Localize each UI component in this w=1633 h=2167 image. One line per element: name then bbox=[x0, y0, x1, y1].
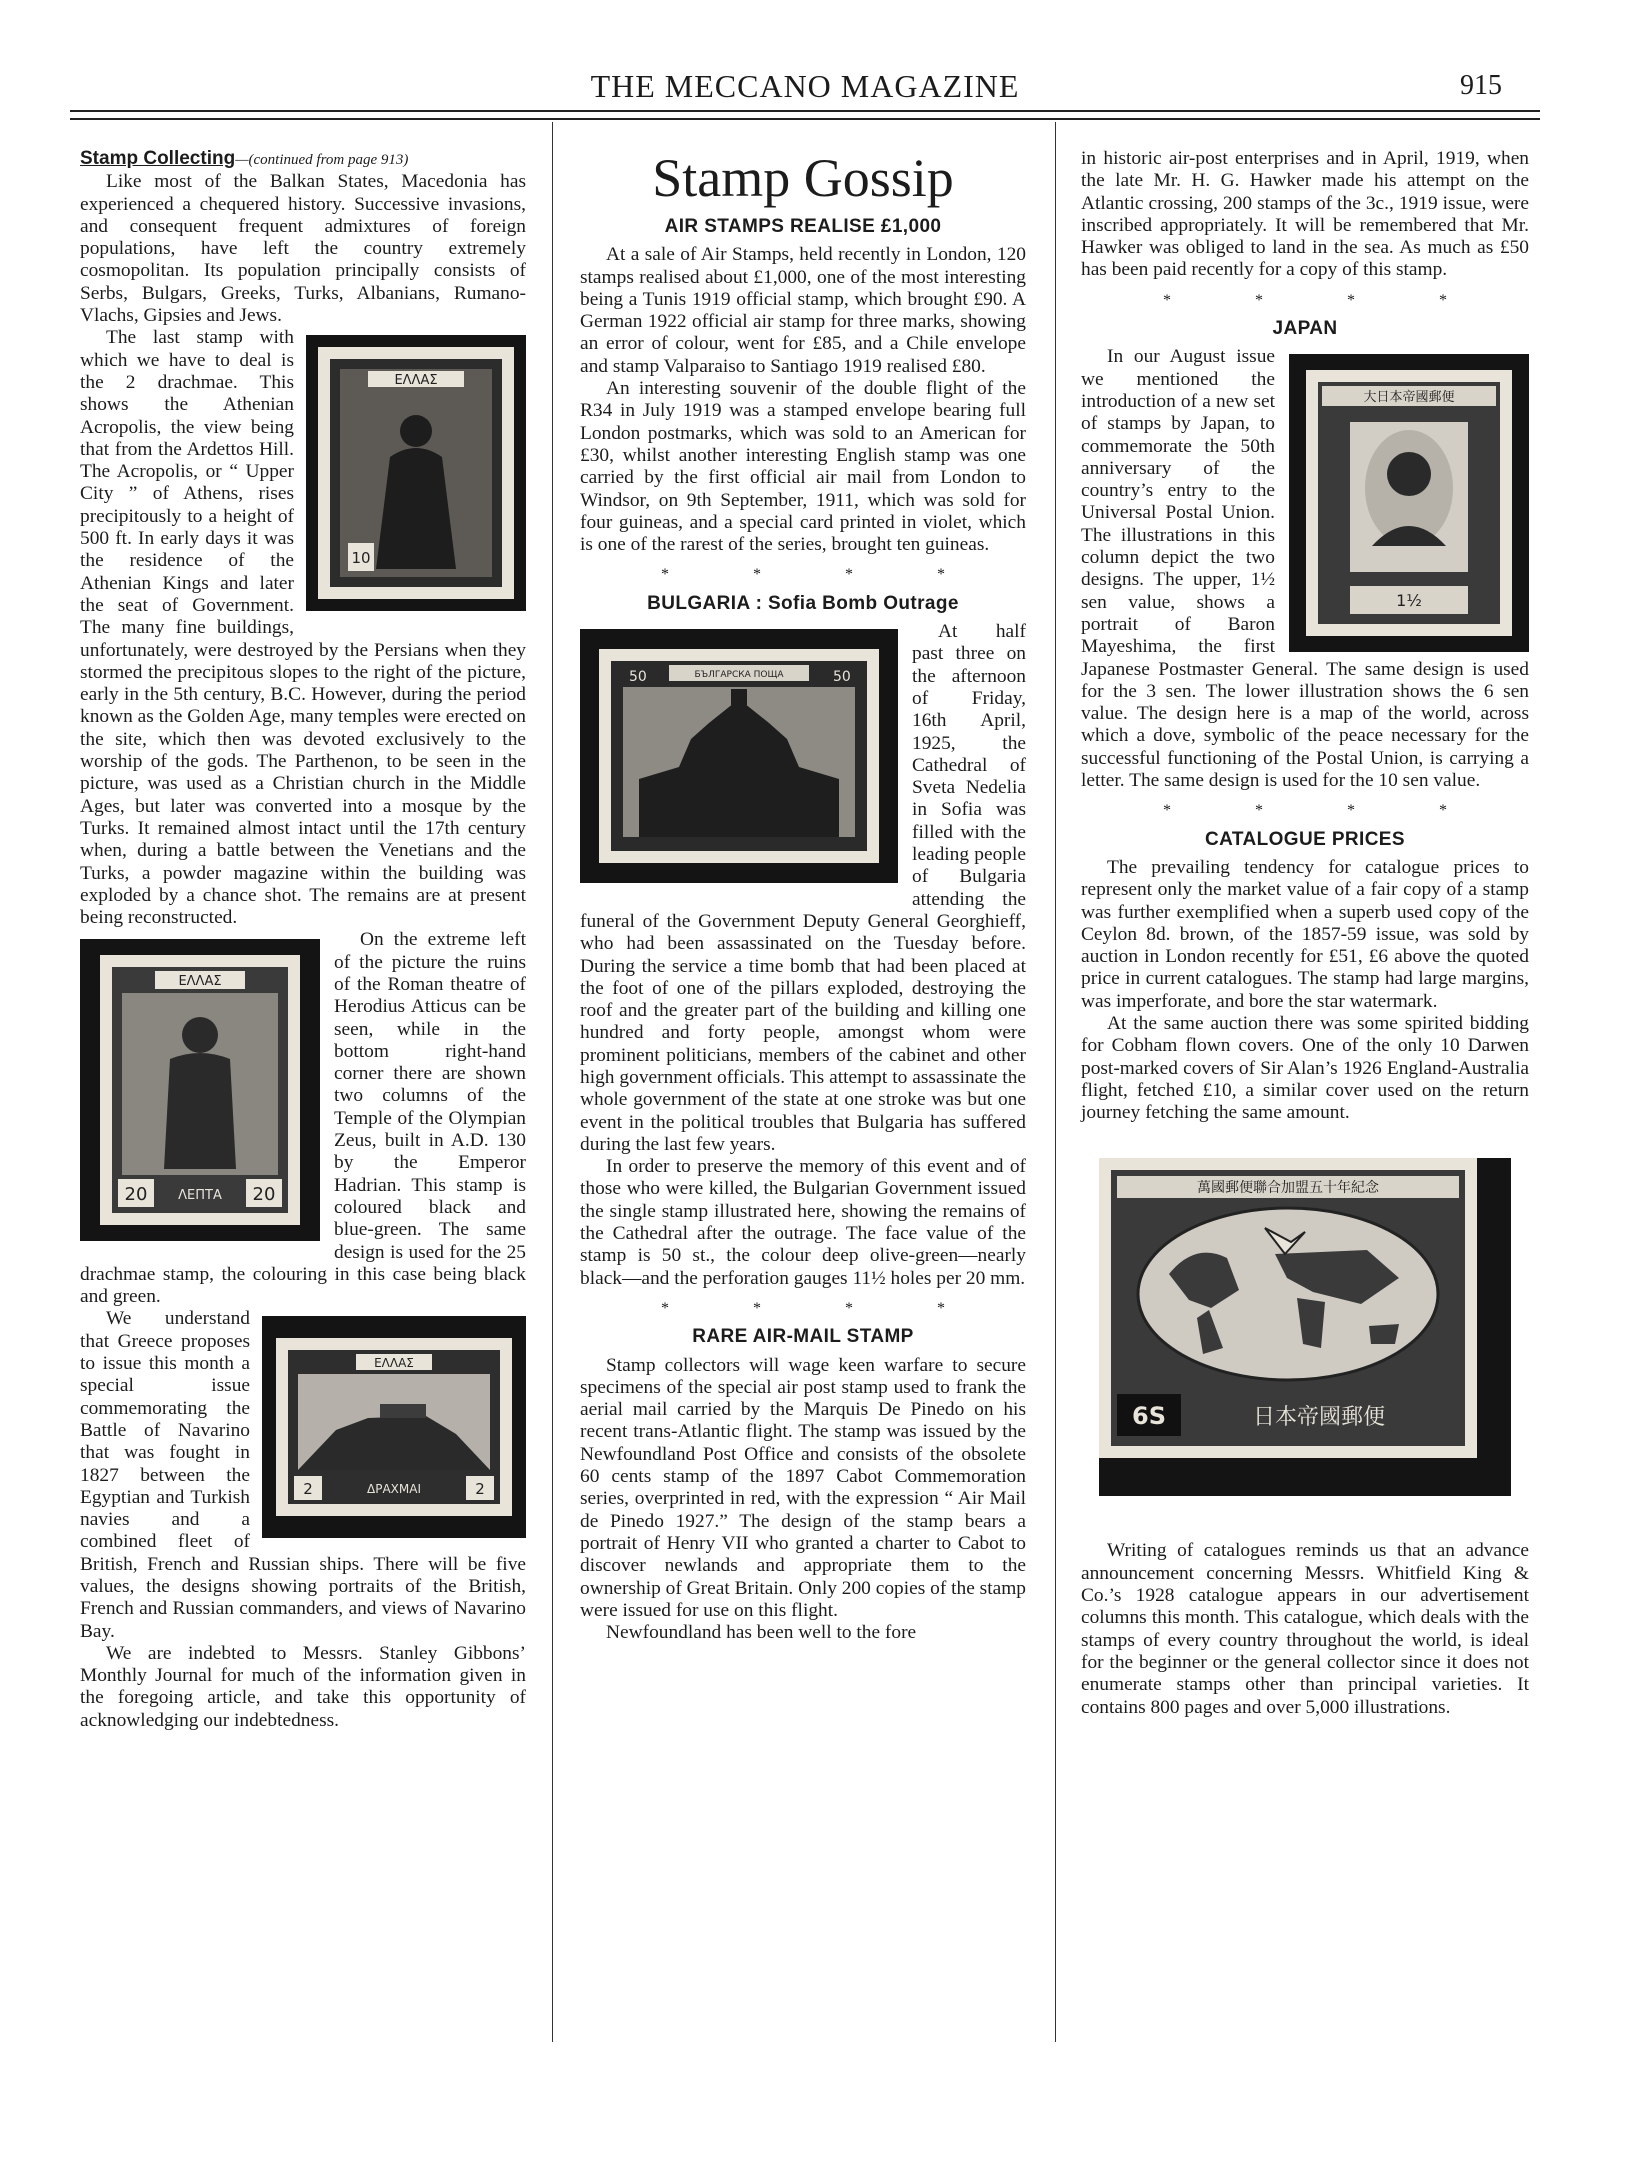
paragraph: We are indebted to Messrs. Stanley Gibbons’ Monthly Journal for much of the information given in the foregoing article, and take this opportunity of acknowledging our indebtedness. bbox=[80, 1642, 526, 1731]
warrior-head bbox=[182, 1017, 218, 1053]
paragraph: Stamp collectors will wage keen warfare to secure specimens of the special air post stamp used to frank the aerial mail carried by the Marquis De Pinedo on his recent trans-Atlantic flight. The stamp was issued by the Newfoundland Post Office and consists of the obsolete 60 cents stamp of the 1897 Cabot Commemoration series, overprinted in red, with the expression “ Air Mail de Pinedo 1927.” The design of the stamp bears a portrait of Henry VII who granted a charter to Cabot to discover newlands and appropriate them to the ownership of Great Britain. Only 200 copies of the stamp were issued for use on this flight. bbox=[580, 1354, 1026, 1621]
figure-head bbox=[400, 415, 432, 447]
section-separator: * * * * bbox=[1163, 291, 1487, 309]
stamp-japan-1-5-sen bbox=[1306, 370, 1512, 636]
paragraph: In order to preserve the memory of this event and of those who were killed, the Bulgarian Government issued the single stamp illustrated here, showing the remains of the Cathedral after the outrage. The face value of the stamp is 50 st., the colour deep olive-green—nearly black—and the perforation gauges 11½ holes per 20 mm. bbox=[580, 1156, 1026, 1289]
stamp-image-greece-2 bbox=[262, 1316, 526, 1538]
stamp-value-label: ΔΡΑΧΜΑΙ bbox=[367, 1482, 421, 1497]
stamp-value-left: 50 bbox=[629, 669, 647, 686]
paragraph: On the extreme left of the picture the ruins of the Roman theatre of Herodius Atticus can be seen, while in the bottom right-hand corner there are shown two columns of the Temple of the Olympian Zeus, built in A.D. 130 by the Emperor Hadrian. This stamp is coloured black and blue-green. The same design is used for the 25 drachmae stamp, the colouring in this case being black and green. bbox=[80, 929, 526, 1308]
paragraph: At half past three on the afternoon of Friday, 16th April, 1925, the Cathedral of Sveta Nedelia in Sofia was filled with the leading people of Bulgaria attending the funeral of the Government Deputy General Georghieff, who had been assassinated on the Tuesday before. During the service a time bomb that had been placed at the foot of one of the pillars exploded, destroying the roof and the greater part of the building and killing one hundred and forty people, amongst whom were prominent politicians, members of the cabinet and other high government officials. This attempt to assassinate the whole government of the state at one stroke was but one event in the political troubles that Bulgaria has suffered during the last few years. bbox=[580, 621, 1026, 1155]
paragraph: An interesting souvenir of the double flight of the R34 in July 1919 was a stamped envelope bearing full London postmarks, which was sold to an American for £30, whilst another interesting English stamp was one carried by the first official air mail from London to Windsor, on 9th September, 1911, which was sold for four guineas, and a special card printed in violet, which is one of the rarest of the series, brought ten guineas. bbox=[580, 378, 1026, 556]
article-kicker bbox=[80, 148, 526, 171]
stamp-value: 1½ bbox=[1396, 591, 1422, 611]
paragraph: At a sale of Air Stamps, held recently in London, 120 stamps realised about £1,000, one of the most interesting being a Tunis 1919 official stamp, which brought £90. A German 1922 official air stamp for three marks, showing an error of colour, went for £85, and a Chile envelope and stamp Valparaiso to Santiago 1919 realised £80. bbox=[580, 244, 1026, 377]
stamp-value-right: 20 bbox=[252, 1184, 276, 1206]
page-number: 915 bbox=[1460, 70, 1502, 101]
section-title: Stamp Gossip bbox=[652, 148, 954, 208]
column-divider-1 bbox=[552, 122, 553, 2042]
stamp-image-greece-10 bbox=[306, 335, 526, 611]
world-map-oval bbox=[1138, 1208, 1438, 1380]
stamp-inscription: 萬國郵便聯合加盟五十年紀念 bbox=[1197, 1180, 1379, 1197]
column-3 bbox=[1081, 148, 1529, 2048]
paragraph: Like most of the Balkan States, Macedonia has experienced a chequered history. Successive invasions, and consequent frequent admixtures of foreign populations, have left the country extremely cosmopolitan. Its population principally consists of Serbs, Bulgars, Greeks, Turks, Albanians, Rumano-Vlachs, Gipsies and Jews. bbox=[80, 171, 526, 327]
column-2 bbox=[580, 148, 1026, 2048]
section-separator: * * * * bbox=[1163, 802, 1487, 820]
section-heading: CATALOGUE PRICES bbox=[1205, 828, 1405, 850]
column-divider-2 bbox=[1055, 122, 1056, 2042]
stamp-inscription: БЪЛГАРСКА ПОЩА bbox=[694, 670, 784, 681]
stamp-image-greece-20 bbox=[80, 939, 320, 1241]
stamp-value-right: 2 bbox=[475, 1480, 485, 1499]
stamp-japan-6-sen bbox=[1099, 1158, 1477, 1458]
portrait-head bbox=[1387, 452, 1431, 496]
paragraph: Writing of catalogues reminds us that an advance announcement concerning Messrs. Whitfield King & Co.’s 1928 catalogue appears in our advertisement columns this month. This catalogue, which deals with the stamps of every country throughout the world, is ideal for the beginner or the general collector since it does not enumerate stamps other than principal varieties. It contains 800 pages and over 5,000 illustrations. bbox=[1081, 1540, 1529, 1718]
paragraph: In our August issue we mentioned the introduction of a new set of stamps by Japan, to commemorate the 50th anniversary of the country’s entry to the Universal Postal Union. The illustrations in this column depict the two designs. The upper, 1½ sen value, shows a portrait of Baron Mayeshima, the first Japanese Postmaster General. The same design is used for the 3 sen. The lower illustration shows the 6 sen value. The design here is a map of the world, across which a dove, symbolic of the peace necessary for the successful functioning of the Postal Union, is carrying a letter. The same design is used for the 10 sen value. bbox=[1081, 346, 1529, 792]
paragraph: The last stamp with which we have to deal is the 2 drachmae. This shows the Athenian Acropolis, the view being that from the Ardettos Hill. The Acropolis, or “ Upper City ” of Athens, rises precipitously to a height of 500 ft. In early days it was the residence of the Athenian Kings and later the seat of Government. The many fine buildings, unfortunately, were destroyed by the Persians when they stormed the precipitous slopes to the right of the picture, early in the 5th century, B.C. However, during the period known as the Golden Age, many temples were erected on the site, which then was devoted exclusively to the worship of the gods. The Parthenon, to be seen in the picture, was used as a Christian church in the Middle Ages, but later was converted into a mosque by the Turks. It remained almost intact until the 17th century when, during a battle between the Venetians and the Turks, a powder magazine within the building was exploded by a chance shot. The remains are at present being reconstructed. bbox=[80, 327, 526, 929]
stamp-value-left: 2 bbox=[303, 1480, 313, 1499]
section-separator: * * * * bbox=[661, 566, 985, 584]
cathedral-dome bbox=[731, 689, 747, 705]
stamp-value: 6S bbox=[1132, 1402, 1166, 1431]
stamp-image-japan-lower bbox=[1099, 1158, 1511, 1496]
parthenon bbox=[380, 1404, 426, 1418]
paragraph: Newfoundland has been well to the fore bbox=[606, 1622, 917, 1644]
stamp-inscription: 大日本帝國郵便 bbox=[1363, 390, 1455, 406]
map-australia bbox=[1369, 1324, 1399, 1344]
stamp-inscription: ΕΛΛΑΣ bbox=[374, 1356, 414, 1371]
paragraph: We understand that Greece proposes to issue this month a special issue commemorating the Battle of Navarino that was fought in 1827 between the Egyptian and Turkish navies and a combined fleet of British, French and Russian ships. There will be five values, the designs showing portraits of the British, French and Russian commanders, and views of Navarino Bay. bbox=[80, 1308, 526, 1642]
page-header bbox=[70, 64, 1540, 108]
section-heading: RARE AIR-MAIL STAMP bbox=[692, 1326, 914, 1348]
magazine-title: THE MECCANO MAGAZINE bbox=[590, 68, 1020, 104]
paragraph: At the same auction there was some spirited bidding for Cobham flown covers. One of the only 10 Darwen post-marked covers of Sir Alan’s 1926 England-Australia flight, fetched £10, a similar cover used on the return journey fetching the same amount. bbox=[1081, 1012, 1529, 1124]
stamp-value-right: 50 bbox=[833, 669, 851, 686]
continued-note: —(continued from page 913) bbox=[235, 152, 409, 168]
section-heading: AIR STAMPS REALISE £1,000 bbox=[664, 216, 942, 237]
section-heading: BULGARIA : Sofia Bomb Outrage bbox=[647, 592, 959, 614]
stamp-greece-20 bbox=[100, 955, 300, 1225]
stamp-inscription: ΕΛΛΑΣ bbox=[394, 373, 438, 389]
section-heading: JAPAN bbox=[1272, 318, 1338, 340]
stamp-greece-2 bbox=[276, 1338, 512, 1516]
kicker-title: Stamp Collecting bbox=[80, 148, 236, 169]
column-1 bbox=[80, 148, 526, 2048]
paragraph: in historic air-post enterprises and in April, 1919, when the late Mr. H. G. Hawker made his attempt on the Atlantic crossing, 200 stamps of the 3c., 1919 issue, were inscribed appropriately. It will be remembered that Mr. Hawker was obliged to land in the sea. As much as £50 has been paid recently for a copy of this stamp. bbox=[1081, 148, 1529, 281]
stamp-greece-10 bbox=[318, 347, 514, 599]
stamp-value-left: 20 bbox=[124, 1184, 148, 1206]
header-rule-2 bbox=[70, 118, 1540, 120]
stamp-image-bulgaria bbox=[580, 629, 898, 883]
stamp-value: 10 bbox=[351, 549, 371, 568]
stamp-inscription: ΕΛΛΑΣ bbox=[178, 974, 222, 990]
stamp-bulgaria-50 bbox=[599, 649, 879, 863]
warrior-body bbox=[164, 1053, 236, 1169]
header-rule bbox=[70, 110, 1540, 112]
paragraph: The prevailing tendency for catalogue prices to represent only the market value of a fair copy of a stamp was further exemplified when a superb used copy of the Ceylon 8d. brown, of the 1857-59 issue, was sold by auction in London recently for £51, £6 above the quoted price in current catalogues. The stamp had large margins, was imperforate, and bore the star watermark. bbox=[1081, 856, 1529, 1012]
section-separator: * * * * bbox=[661, 1299, 985, 1317]
stamp-image-japan-upper bbox=[1289, 354, 1529, 652]
stamp-value-label: ΛΕΠΤΑ bbox=[178, 1188, 222, 1204]
stamp-value-label: 日本帝國郵便 bbox=[1252, 1405, 1386, 1431]
